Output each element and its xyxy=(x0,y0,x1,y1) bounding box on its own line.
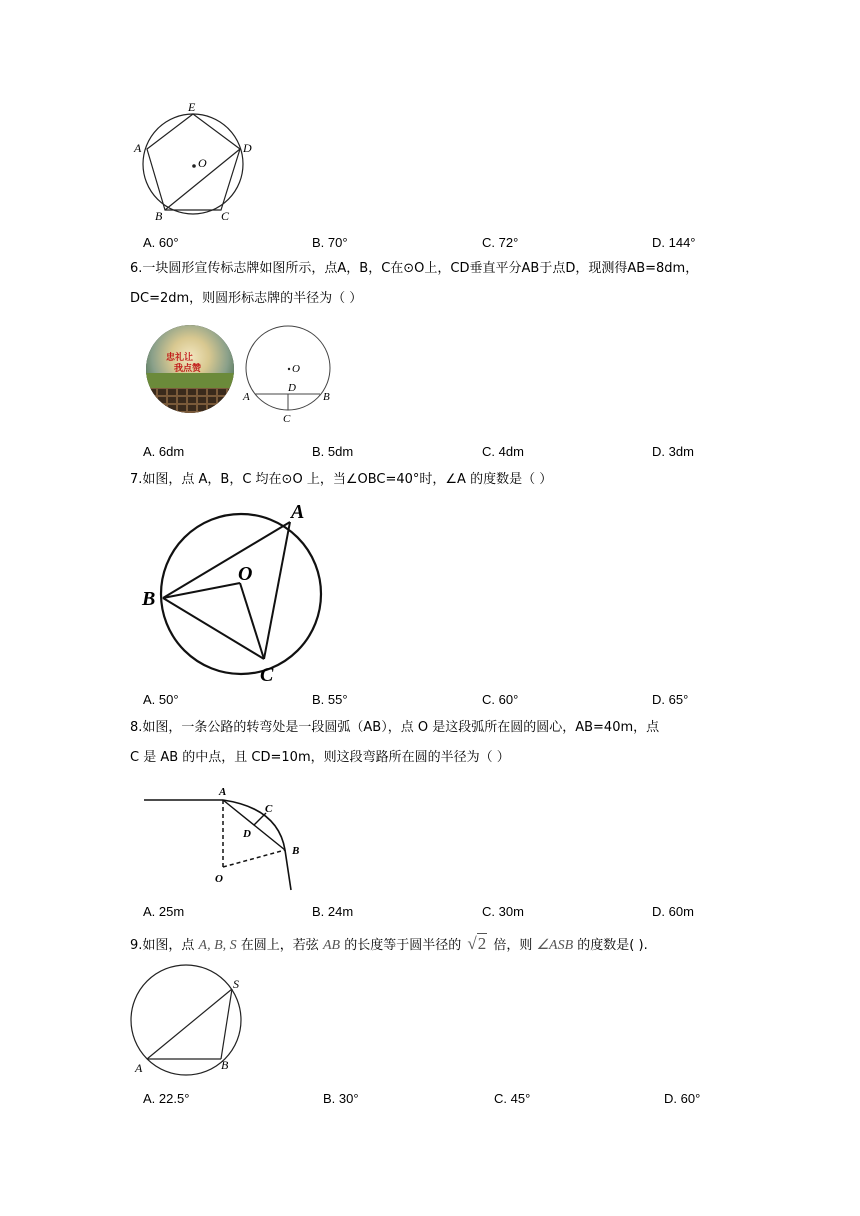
q5-option-d[interactable]: D. 144° xyxy=(652,235,696,250)
q6-option-b[interactable]: B. 5dm xyxy=(312,444,354,459)
q9-suffix: 的度数是( ). xyxy=(577,938,648,953)
q9-option-d[interactable]: D. 60° xyxy=(664,1091,701,1106)
q7-label-O: O xyxy=(238,563,253,585)
q5-label-E: E xyxy=(188,100,196,114)
q7-option-c[interactable]: C. 60° xyxy=(482,692,519,707)
q5-label-B: B xyxy=(155,209,163,223)
q8-option-a[interactable]: A. 25m xyxy=(143,904,185,919)
q8-label-O: O xyxy=(215,873,223,885)
q9-sqrt: √2 xyxy=(467,934,487,953)
q7-label-A: A xyxy=(291,501,305,523)
q7-option-d[interactable]: D. 65° xyxy=(652,692,689,707)
q9-radical: 2 xyxy=(477,934,487,953)
q8-label-A: A xyxy=(219,786,227,798)
q9-mid2: 的长度等于圆半径的 xyxy=(344,938,462,953)
q9-option-b[interactable]: B. 30° xyxy=(323,1091,359,1106)
q8-label-B: B xyxy=(292,845,300,857)
q9-angle: ∠ASB xyxy=(536,938,574,953)
q9-chord: AB xyxy=(322,938,341,953)
q6-stem-line1: 6.一块圆形宣传标志牌如图所示，点A，B，C在⊙O上，CD垂直平分AB于点D，现测得AB=8dm， xyxy=(130,261,699,276)
q5-option-c[interactable]: C. 72° xyxy=(482,235,519,250)
q8-option-d[interactable]: D. 60m xyxy=(652,904,694,919)
q9-option-a[interactable]: A. 22.5° xyxy=(143,1091,190,1106)
q8-option-b[interactable]: B. 24m xyxy=(312,904,354,919)
q7-option-a[interactable]: A. 50° xyxy=(143,692,179,707)
q6-label-O: O xyxy=(292,363,300,375)
q6-option-c[interactable]: C. 4dm xyxy=(482,444,524,459)
q9-label-B: B xyxy=(221,1058,229,1072)
q9-mid3: 倍，则 xyxy=(493,938,533,953)
q6-label-D: D xyxy=(288,382,296,394)
q6-label-C: C xyxy=(283,413,291,425)
q6-label-B: B xyxy=(323,391,330,403)
q6-option-d[interactable]: D. 3dm xyxy=(652,444,694,459)
q7-option-b[interactable]: B. 55° xyxy=(312,692,348,707)
q8-option-c[interactable]: C. 30m xyxy=(482,904,524,919)
q5-label-D: D xyxy=(243,141,252,155)
q9-label-S: S xyxy=(233,977,239,991)
q8-stem-line1: 8.如图，一条公路的转弯处是一段圆弧（AB），点 O 是这段弧所在圆的圆心，AB=40m，点 xyxy=(130,720,660,735)
q5-option-a[interactable]: A. 60° xyxy=(143,235,179,250)
q8-stem-line2: C 是 AB 的中点，且 CD=10m，则这段弯路所在圆的半径为（ ） xyxy=(130,750,510,765)
q5-option-b[interactable]: B. 70° xyxy=(312,235,348,250)
q7-label-B: B xyxy=(142,588,156,610)
q9-label-A: A xyxy=(135,1061,143,1075)
q8-label-C: C xyxy=(265,803,273,815)
q9-mid1: 在圆上，若弦 xyxy=(240,938,319,953)
q9-points: A, B, S xyxy=(198,938,237,953)
q8-label-D: D xyxy=(243,828,251,840)
q5-label-C: C xyxy=(221,209,230,223)
q7-stem: 7.如图，点 A，B，C 均在⊙O 上，当∠OBC=40°时，∠A 的度数是（ ） xyxy=(130,472,553,487)
q5-label-A: A xyxy=(134,141,142,155)
q9-prefix: 9.如图，点 xyxy=(130,938,195,953)
q9-option-c[interactable]: C. 45° xyxy=(494,1091,531,1106)
q6-option-a[interactable]: A. 6dm xyxy=(143,444,185,459)
q6-stem-line2: DC=2dm，则圆形标志牌的半径为（ ） xyxy=(130,291,363,306)
q6-sign-text: 忠礼让 我点赞 xyxy=(166,353,202,374)
q7-label-C: C xyxy=(260,664,274,686)
q5-label-O: O xyxy=(198,156,207,170)
q6-label-A: A xyxy=(243,391,250,403)
